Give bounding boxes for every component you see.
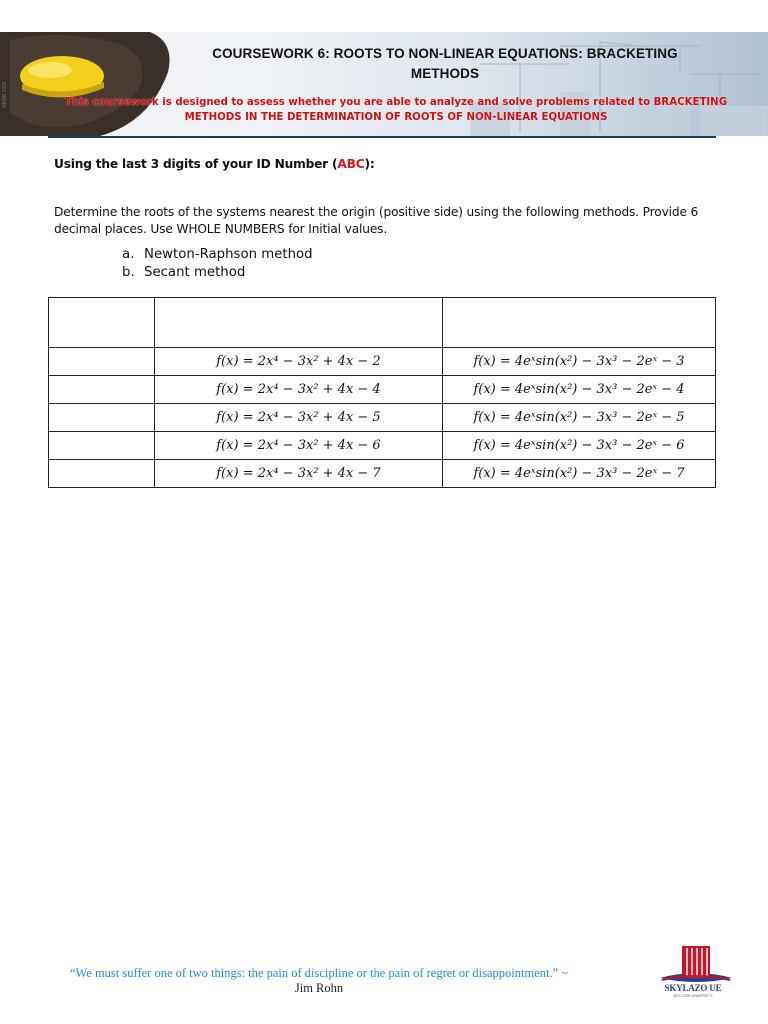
exponential-equation: f(x) = 4eˣsin(x²) − 3x³ − 2eˣ − 7 — [443, 460, 716, 488]
table-row — [49, 460, 716, 488]
method-list — [122, 246, 313, 282]
coursework-title-line2: METHODS — [410, 66, 480, 81]
method-item — [122, 264, 313, 282]
table-header-cell — [443, 298, 716, 348]
logo-tagline: SKY LOOK UNIVERSITY — [673, 994, 713, 998]
table-header-cell — [49, 298, 155, 348]
row-label-cell — [49, 376, 155, 404]
table-header-row — [49, 298, 716, 348]
coursework-title-line1: COURSEWORK 6: ROOTS TO NON-LINEAR EQUATIONS: BRACKETING — [212, 46, 678, 61]
polynomial-equation: f(x) = 2x⁴ − 3x² + 4x − 7 — [155, 460, 443, 488]
id-instruction — [54, 157, 375, 171]
method-item — [122, 246, 313, 264]
table-row — [49, 432, 716, 460]
exponential-equation: f(x) = 4eˣsin(x²) − 3x³ − 2eˣ − 6 — [443, 432, 716, 460]
coursework-subtitle-line1: This coursework is designed to assess whether you are able to analyze and solve problems related to BRACKETING — [64, 97, 728, 108]
exponential-equation: f(x) = 4eˣsin(x²) − 3x³ − 2eˣ − 4 — [443, 376, 716, 404]
coursework-title — [150, 44, 740, 84]
polynomial-equation: f(x) = 2x⁴ − 3x² + 4x − 4 — [155, 376, 443, 404]
motivational-quote — [30, 966, 608, 996]
table-row — [49, 376, 716, 404]
row-label-cell — [49, 404, 155, 432]
header-banner — [0, 32, 768, 136]
quote-author: Jim Rohn — [294, 981, 344, 995]
side-tag: NMAE 0101 — [2, 81, 8, 108]
equations-table — [48, 297, 716, 488]
logo-name: SKYLAZO UE — [664, 983, 722, 993]
method-marker: a. — [122, 247, 135, 262]
task-description: Determine the roots of the systems nearest the origin (positive side) using the following methods. Provide 6 decimal places. Use WHOLE NUMBERS for Initial values. — [54, 205, 699, 236]
id-instruction-suffix: ): — [364, 157, 375, 171]
coursework-subtitle-line2: METHODS IN THE DETERMINATION OF ROOTS OF NON-LINEAR EQUATIONS — [184, 112, 608, 123]
polynomial-equation: f(x) = 2x⁴ − 3x² + 4x − 6 — [155, 432, 443, 460]
method-label: Secant method — [144, 265, 246, 280]
method-label: Newton-Raphson method — [144, 247, 313, 262]
quote-text: “We must suffer one of two things: the pain of discipline or the pain of regret or disappointment.” ~ — [69, 966, 569, 980]
id-highlight: ABC — [337, 157, 365, 171]
row-label-cell — [49, 460, 155, 488]
id-instruction-prefix: Using the last 3 digits of your ID Number ( — [54, 157, 338, 171]
table-header-cell — [155, 298, 443, 348]
exponential-equation: f(x) = 4eˣsin(x²) − 3x³ − 2eˣ − 3 — [443, 348, 716, 376]
exponential-equation: f(x) = 4eˣsin(x²) − 3x³ − 2eˣ − 5 — [443, 404, 716, 432]
method-marker: b. — [122, 265, 135, 280]
coursework-subtitle — [56, 95, 736, 125]
header-divider — [48, 136, 716, 138]
table-row — [49, 348, 716, 376]
table-row — [49, 404, 716, 432]
row-label-cell — [49, 348, 155, 376]
polynomial-equation: f(x) = 2x⁴ − 3x² + 4x − 5 — [155, 404, 443, 432]
polynomial-equation: f(x) = 2x⁴ − 3x² + 4x − 2 — [155, 348, 443, 376]
row-label-cell — [49, 432, 155, 460]
